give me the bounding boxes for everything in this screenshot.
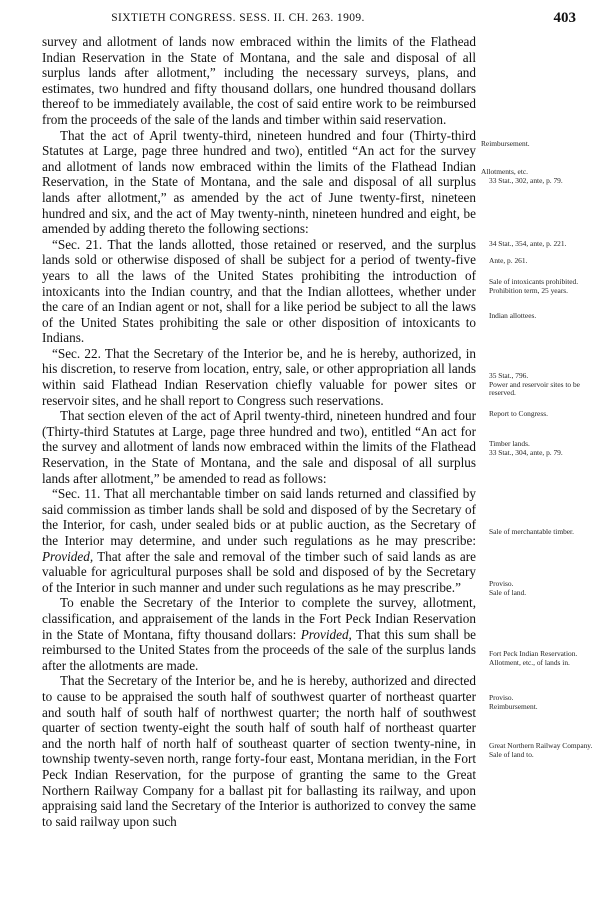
- paragraph-great-northern: That the Secretary of the Interior be, and he is hereby, authorized and directed to cause to be appraised the south half of southwest quarter of northeast quarter and south half of south half of northwest quarter; the north half of southwest quarter of section twenty-eight the south half of south half of northeast quarter and the north half of north half of southeast quarter of section twenty-nine, in township twenty-seven north, range forty-four east, Montana meridian, in the Fort Peck Indian Reservation, for the purpose of granting the same to the Great Northern Railway Company for a ballast pit for ballasting its railway, and upon appraising said land the Secretary of the Interior is authorized to convey the same to said railway upon such: [42, 673, 476, 829]
- paragraph-1: survey and allotment of lands now embraced within the limits of the Flathead Indian Reservation in the State of Montana, and the sale and disposal of all surplus lands after allotment,” including the necessary surveys, plans, and estimates, two hundred and fifty thousand dollars, one hundred thousand dollars thereof to be immediately available, the cost of said entire work to be reimbursed from the proceeds of the sale of the lands and timber within said reservation.: [42, 34, 476, 127]
- margin-text: Proviso.: [489, 693, 514, 702]
- margin-text: Report to Congress.: [489, 409, 548, 418]
- margin-note-proviso-1: [481, 580, 596, 597]
- paragraph-sec22: “Sec. 22. That the Secretary of the Interior be, and he is hereby, authorized, in his discretion, to reserve from location, entry, sale, or other appropriation all lands within said Flathead Indian Reservation chiefly valuable for power sites or reservoir sites, and he shall report to Congress such reservations.: [42, 345, 476, 408]
- margin-note-allotments: [481, 168, 596, 185]
- margin-text: Timber lands.: [489, 439, 530, 448]
- margin-text: Allotment, etc., of lands in.: [489, 657, 570, 667]
- margin-note-intoxicants: [481, 278, 596, 295]
- margin-text: Sale of intoxicants prohibited.: [489, 277, 579, 286]
- margin-text: Ante, p. 261.: [489, 256, 528, 265]
- margin-note-ante-261: [481, 257, 596, 266]
- margin-note-indian-allottees: [481, 312, 596, 321]
- margin-text: Allotments, etc.: [481, 167, 529, 176]
- margin-note-power-sites: [481, 372, 596, 398]
- fort-peck-text: To enable the Secretary of the Interior to complete the survey, allotment, classification, and appraisement of the lands in the Fort Peck Indian Reservation in the State of Montana, fifty thousand dollars:: [42, 595, 476, 642]
- margin-note-proviso-2: [481, 694, 596, 711]
- margin-note-reimbursement: [481, 140, 596, 149]
- paragraph-2: That the act of April twenty-third, nineteen hundred and four (Thirty-third Statutes at Large, page three hundred and two), entitled “An act for the survey and allotment of lands now embraced within the limits of the Flathead Indian Reservation, in the State of Montana, and the sale and disposal of all surplus lands after allotment,” as amended by the act of June twenty-first, nineteen hundred and six, and the act of May twenty-ninth, nineteen hundred and eight, be amended by adding thereto the following sections:: [42, 127, 476, 237]
- main-text: [42, 34, 476, 829]
- margin-text: 35 Stat., 796.: [489, 371, 529, 380]
- margin-note-timber-lands: [481, 440, 596, 457]
- margin-text: 33 Stat., 302, ante, p. 79.: [489, 175, 563, 185]
- margin-text: Sale of land to.: [489, 749, 534, 759]
- margin-text: Fort Peck Indian Reservation.: [489, 649, 578, 658]
- margin-text: Power and reservoir sites to be reserved.: [489, 379, 580, 398]
- margin-note-fort-peck: [481, 650, 596, 667]
- paragraph-sec21: “Sec. 21. That the lands allotted, those retained or reserved, and the surplus lands sold or otherwise disposed of shall be subject for a period of twenty-five years to all the laws of the United States prohibiting the introduction of intoxicants into the Indian country, and that the Indian allottees, whether under the care of an Indian agent or not, shall for a like period be subject to all the laws of the United States prohibiting the sale or other disposition of intoxicants to Indians.: [42, 236, 476, 346]
- margin-note-merchantable: [481, 528, 596, 537]
- paragraph-fort-peck: [42, 595, 476, 673]
- margin-text: 34 Stat., 354, ante, p. 221.: [489, 239, 567, 248]
- margin-text: Prohibition term, 25 years.: [489, 285, 569, 295]
- margin-text: Great Northern Railway Company.: [489, 741, 593, 750]
- paragraph-section-eleven: That section eleven of the act of April twenty-third, nineteen hundred and four (Thirty-third Statutes at Large, page three hundred and two), entitled “An act for the survey and allotment of lands now embraced within the limits of the Flathead Reservation, in the State of Montana, and the sale and disposal of all surplus lands after allotment,” be amended to read as follows:: [42, 408, 476, 486]
- running-title: SIXTIETH CONGRESS. SESS. II. CH. 263. 1909.: [111, 12, 365, 24]
- paragraph-sec11: [42, 486, 476, 595]
- proviso-italic-1: Provided,: [42, 548, 94, 564]
- proviso-italic-2: Provided,: [300, 626, 352, 642]
- margin-text: Reimbursement.: [481, 139, 530, 148]
- margin-note-stat-354: [481, 240, 596, 249]
- margin-text: Proviso.: [489, 579, 514, 588]
- margin-text: Sale of merchantable timber.: [489, 527, 574, 536]
- margin-note-great-northern: [481, 742, 596, 759]
- margin-text: Sale of land.: [489, 587, 527, 597]
- page-header: [0, 10, 600, 30]
- margin-note-report: [481, 410, 596, 419]
- sec11-proviso-text: That after the sale and removal of the timber such of said lands as are valuable for agricultural purposes shall be sold and disposed of by the Secretary of the Interior in such manner and under such regulations as he may prescribe.”: [42, 548, 476, 595]
- margin-text: Indian allottees.: [489, 311, 537, 320]
- margin-text: 33 Stat., 304, ante, p. 79.: [489, 447, 563, 457]
- page-number: 403: [553, 10, 576, 26]
- sec11-text: “Sec. 11. That all merchantable timber on said lands returned and classified by said commission as timber lands shall be sold and disposed of by the Secretary of the Interior, for cash, under sealed bids or at public auction, as the Secretary of the Interior may determine, and under such regulations as he may prescribe:: [42, 486, 476, 548]
- fort-peck-proviso-text: That this sum shall be reimbursed to the United States from the proceeds of the sale of the surplus lands after the allotments are made.: [42, 626, 477, 673]
- margin-text: Reimbursement.: [489, 701, 538, 711]
